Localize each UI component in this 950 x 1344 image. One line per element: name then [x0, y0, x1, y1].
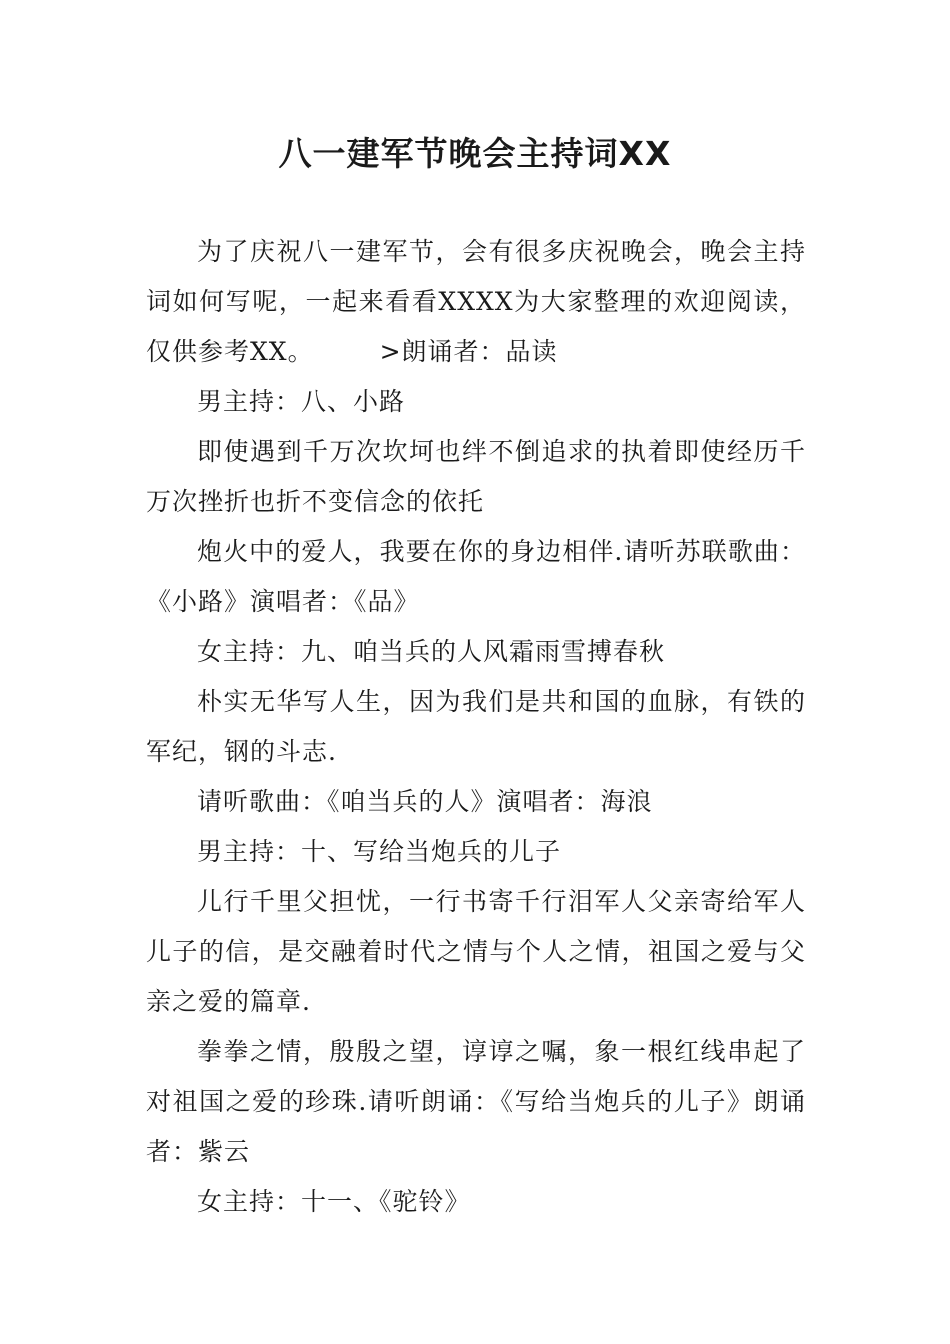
document-title: 八一建军节晚会主持词XX — [278, 134, 672, 173]
paragraph: 请听歌曲：《咱当兵的人》演唱者：海浪 — [197, 787, 653, 816]
paragraph: 女主持：九、咱当兵的人风霜雨雪搏春秋 — [197, 637, 666, 666]
paragraph: 女主持：十一、《驼铃》 — [197, 1187, 471, 1216]
paragraph: 即使遇到千万次坎坷也绊不倒追求的执着即使经历千万次挫折也折不变信念的依托 — [146, 437, 806, 516]
paragraph: 炮火中的爱人，我要在你的身边相伴.请听苏联歌曲：《小路》演唱者：《品》 — [146, 537, 806, 616]
intro-paragraph — [146, 227, 806, 377]
paragraph: 朴实无华写人生，因为我们是共和国的血脉，有铁的军纪，钢的斗志. — [146, 687, 806, 766]
paragraph: 儿行千里父担忧，一行书寄千行泪军人父亲寄给军人儿子的信，是交融着时代之情与个人之情，祖国之爱与父亲之爱的篇章. — [146, 887, 806, 1016]
intro-text: 为了庆祝八一建军节，会有很多庆祝晚会，晚会主持词如何写呢，一起来看看XXXX为大家整理的欢迎阅读，仅供参考XX。 — [146, 237, 806, 366]
paragraph: 男主持：十、写给当炮兵的儿子 — [197, 837, 562, 866]
paragraph: 拳拳之情，殷殷之望，谆谆之嘱，象一根红线串起了对祖国之爱的珍珠.请听朗诵：《写给当炮兵的儿子》朗诵者：紫云 — [146, 1037, 806, 1166]
document-body — [146, 227, 806, 1227]
intro-tail-text: >朗诵者：品读 — [379, 337, 558, 366]
paragraph: 男主持：八、小路 — [197, 387, 406, 416]
